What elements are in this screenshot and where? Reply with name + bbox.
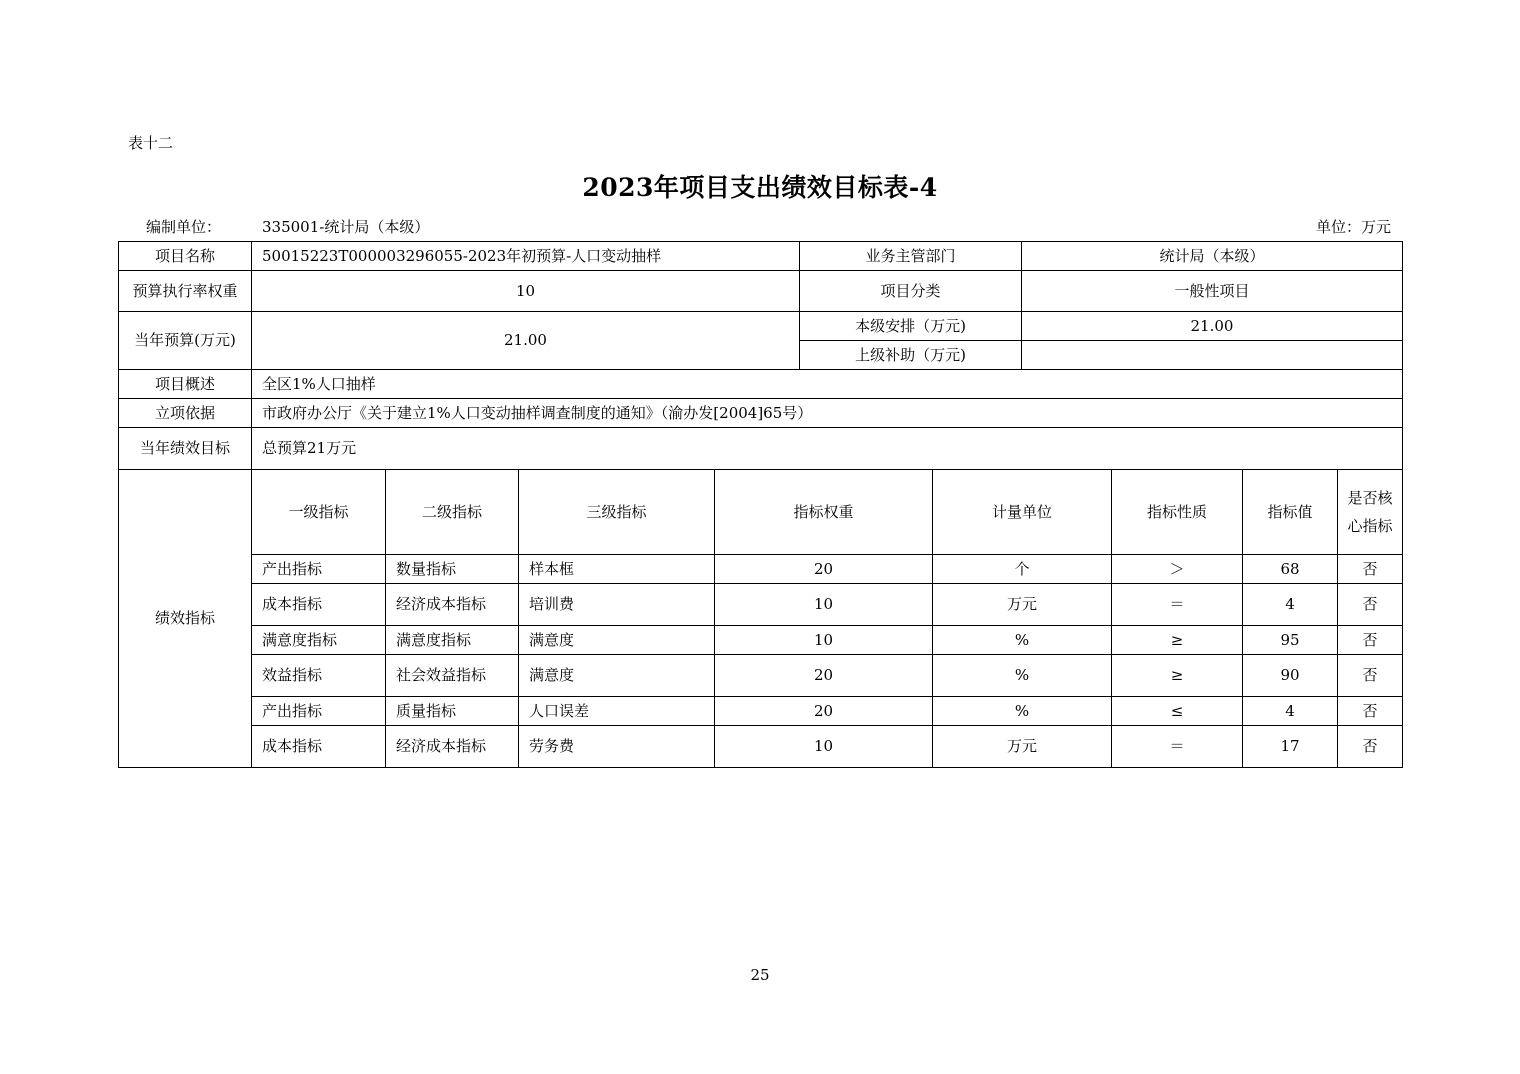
- cell-core: 否: [1338, 626, 1403, 655]
- org-value: 335001-统计局（本级）: [262, 218, 430, 236]
- weight-label: 预算执行率权重: [119, 271, 252, 312]
- cell-value: 4: [1243, 584, 1338, 626]
- cell-unit: 万元: [933, 584, 1112, 626]
- table-row: [119, 555, 1403, 584]
- table-row: [119, 655, 1403, 697]
- page-number: 25: [750, 966, 770, 984]
- cell-weight: 20: [715, 555, 933, 584]
- page-title: 2023年项目支出绩效目标表-4: [582, 173, 938, 202]
- category-label: 项目分类: [800, 271, 1022, 312]
- org-label: 编制单位：: [146, 218, 222, 236]
- upper-subsidy-label: 上级补助（万元): [800, 341, 1022, 370]
- cell-level1: 效益指标: [252, 655, 386, 697]
- cell-core: 否: [1338, 697, 1403, 726]
- cell-level2: 经济成本指标: [386, 726, 519, 768]
- dept-value: 统计局（本级）: [1022, 242, 1403, 271]
- table-row: [119, 370, 1403, 399]
- table-row: [119, 428, 1403, 470]
- table-label: 表十二: [128, 134, 174, 152]
- cell-level3: 样本框: [519, 555, 715, 584]
- overview-value: 全区1%人口抽样: [252, 370, 1403, 399]
- basis-label: 立项依据: [119, 399, 252, 428]
- cell-level1: 产出指标: [252, 697, 386, 726]
- cell-unit: %: [933, 697, 1112, 726]
- project-name-value: 50015223T000003296055-2023年初预算-人口变动抽样: [252, 242, 800, 271]
- cell-nature: ＞: [1112, 555, 1243, 584]
- project-name-label: 项目名称: [119, 242, 252, 271]
- header-weight: 指标权重: [715, 470, 933, 555]
- cell-unit: 个: [933, 555, 1112, 584]
- cell-nature: ≥: [1112, 655, 1243, 697]
- cell-level1: 成本指标: [252, 726, 386, 768]
- cell-level2: 数量指标: [386, 555, 519, 584]
- table-row: [119, 626, 1403, 655]
- table-row: [119, 584, 1403, 626]
- category-value: 一般性项目: [1022, 271, 1403, 312]
- cell-weight: 10: [715, 626, 933, 655]
- table-row: [119, 697, 1403, 726]
- table-row: [119, 312, 1403, 341]
- table-row: [119, 271, 1403, 312]
- cell-unit: %: [933, 655, 1112, 697]
- table-header-row: [119, 470, 1403, 555]
- goal-label: 当年绩效目标: [119, 428, 252, 470]
- cell-unit: 万元: [933, 726, 1112, 768]
- cell-weight: 20: [715, 655, 933, 697]
- header-level2: 二级指标: [386, 470, 519, 555]
- overview-label: 项目概述: [119, 370, 252, 399]
- performance-indicator-table: [118, 469, 1403, 768]
- cell-value: 95: [1243, 626, 1338, 655]
- dept-label: 业务主管部门: [800, 242, 1022, 271]
- local-budget-value: 21.00: [1022, 312, 1403, 341]
- cell-nature: ≤: [1112, 697, 1243, 726]
- unit-label: 单位：万元: [1315, 218, 1391, 236]
- cell-weight: 10: [715, 584, 933, 626]
- cell-level1: 产出指标: [252, 555, 386, 584]
- cell-core: 否: [1338, 584, 1403, 626]
- budget-value: 21.00: [252, 312, 800, 370]
- table-row: [119, 242, 1403, 271]
- local-budget-label: 本级安排（万元): [800, 312, 1022, 341]
- header-nature: 指标性质: [1112, 470, 1243, 555]
- cell-level3: 劳务费: [519, 726, 715, 768]
- cell-value: 4: [1243, 697, 1338, 726]
- cell-level3: 满意度: [519, 655, 715, 697]
- header-unit: 计量单位: [933, 470, 1112, 555]
- basis-value: 市政府办公厅《关于建立1%人口变动抽样调查制度的通知》（渝办发[2004]65号）: [252, 399, 1403, 428]
- upper-subsidy-value: [1022, 341, 1403, 370]
- cell-unit: %: [933, 626, 1112, 655]
- cell-nature: ＝: [1112, 726, 1243, 768]
- project-info-table: [118, 241, 1403, 470]
- cell-value: 68: [1243, 555, 1338, 584]
- cell-value: 90: [1243, 655, 1338, 697]
- weight-value: 10: [252, 271, 800, 312]
- cell-level3: 满意度: [519, 626, 715, 655]
- cell-value: 17: [1243, 726, 1338, 768]
- cell-level1: 成本指标: [252, 584, 386, 626]
- cell-nature: ＝: [1112, 584, 1243, 626]
- cell-level2: 质量指标: [386, 697, 519, 726]
- header-level3: 三级指标: [519, 470, 715, 555]
- budget-label: 当年预算(万元): [119, 312, 252, 370]
- cell-core: 否: [1338, 726, 1403, 768]
- header-value: 指标值: [1243, 470, 1338, 555]
- cell-level1: 满意度指标: [252, 626, 386, 655]
- cell-nature: ≥: [1112, 626, 1243, 655]
- goal-value: 总预算21万元: [252, 428, 1403, 470]
- cell-level2: 社会效益指标: [386, 655, 519, 697]
- cell-level2: 满意度指标: [386, 626, 519, 655]
- header-level1: 一级指标: [252, 470, 386, 555]
- table-row: [119, 399, 1403, 428]
- header-core: 是否核心指标: [1338, 470, 1403, 555]
- cell-weight: 20: [715, 697, 933, 726]
- cell-level2: 经济成本指标: [386, 584, 519, 626]
- perf-section-label: 绩效指标: [119, 470, 252, 768]
- cell-level3: 人口误差: [519, 697, 715, 726]
- cell-core: 否: [1338, 655, 1403, 697]
- cell-level3: 培训费: [519, 584, 715, 626]
- table-row: [119, 726, 1403, 768]
- cell-weight: 10: [715, 726, 933, 768]
- cell-core: 否: [1338, 555, 1403, 584]
